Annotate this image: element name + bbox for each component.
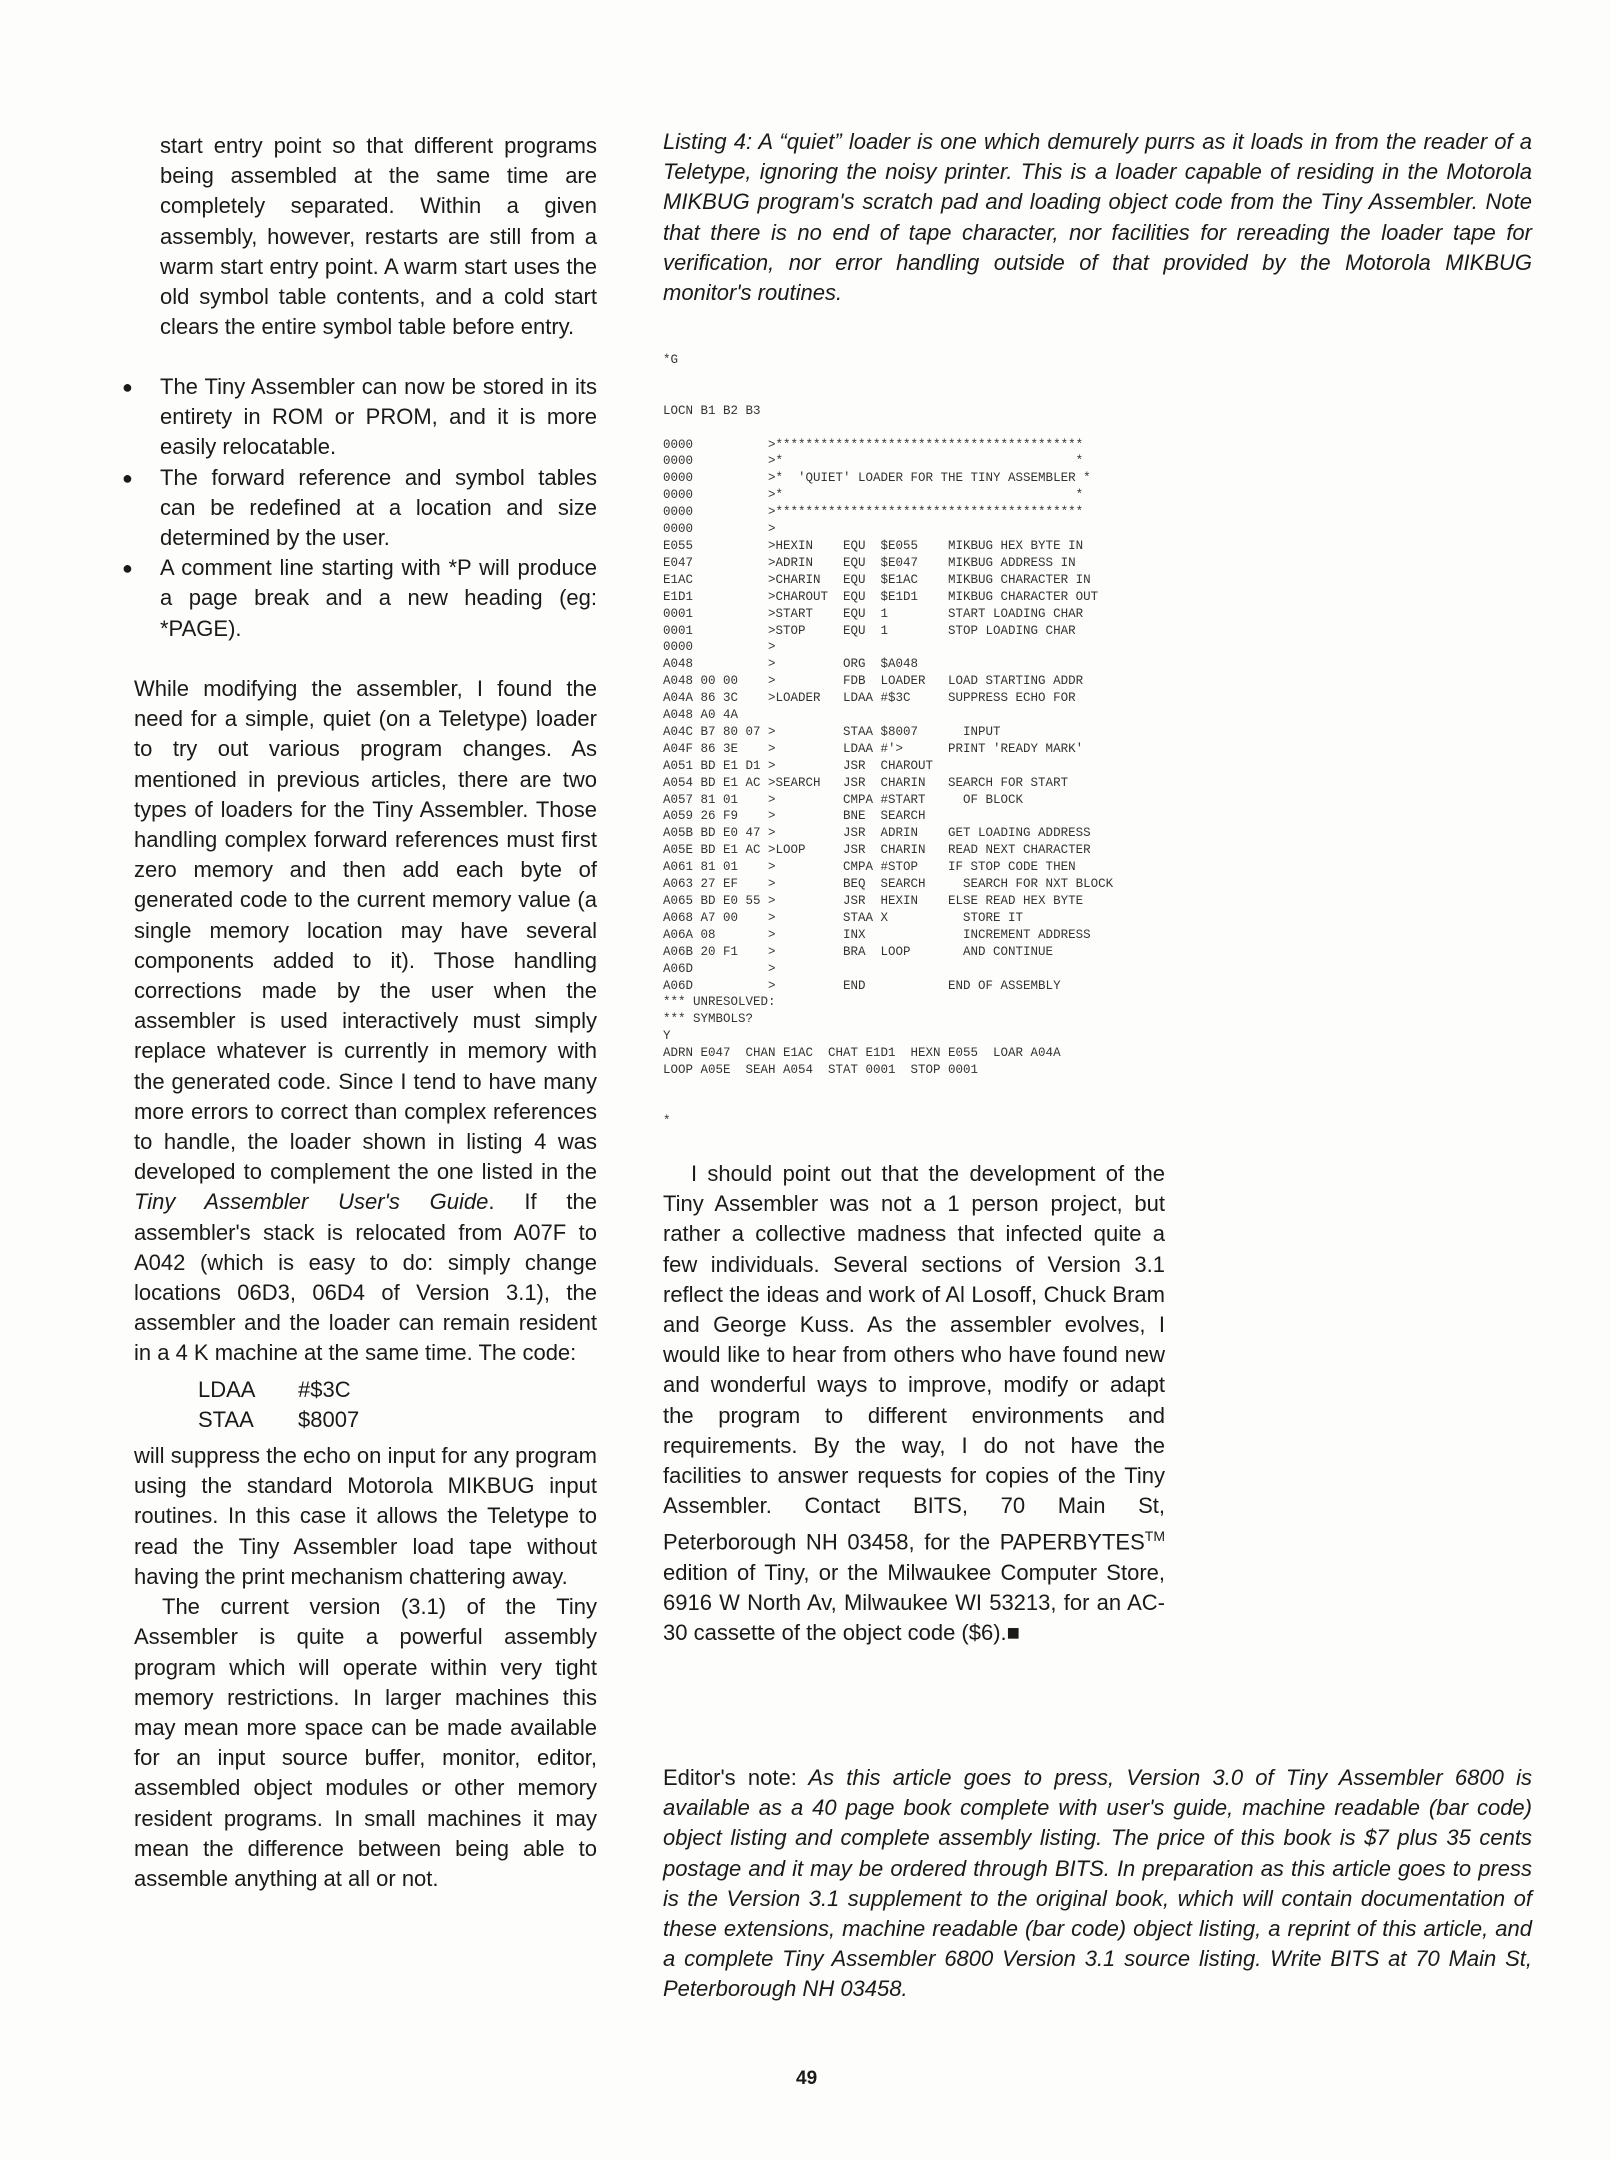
editors-note: Editor's note: As this article goes to press, Version 3.0 of Tiny Assembler 6800 is available as a 40 page book complete with user's guide, machine readable (bar code) object listing and complete assembly listing. The price of this book is $7 plus 35 cents postage and it may be ordered through BITS. In preparation as this article goes to press is the Version 3.1 supplement to the original book, which will contain documentation of these extensions, machine readable (bar code) object listing, a reprint of this article, and a complete Tiny Assembler 6800 Version 3.1 source listing. Write BITS at 70 Main St, Peterborough NH 03458. <box>663 1765 1532 2002</box>
bullet-item: ● The forward reference and symbol tables can be redefined at a location and size determined by the user. <box>122 463 597 554</box>
assembly-listing: *G LOCN B1 B2 B3 0000 >***************************************** 0000 >* * 0000 >* 'QUIET' LOADER FOR THE TINY ASSEMBLER * 0000 >* * 0000 >***************************************** 0000 > E055 >HEXIN EQU $E055 MIKBUG HEX BYTE IN E047 >ADRIN EQU $E047 MIKBUG ADDRESS IN E1AC >CHARIN EQU $E1AC MIKBUG CHARACTER IN E1D1 >CHAROUT EQU $E1D1 MIKBUG CHARACTER OUT 0001 >START EQU 1 START LOADING CHAR 0001 >STOP EQU 1 STOP LOADING CHAR 0000 > A048 > ORG $A048 A048 00 00 > FDB LOADER LOAD STARTING ADDR A04A 86 3C >LOADER LDAA #$3C SUPPRESS ECHO FOR A048 A0 4A A04C B7 80 07 > STAA $8007 INPUT A04F 86 3E > LDAA #'> PRINT 'READY MARK' A051 BD E1 D1 > JSR CHAROUT A054 BD E1 AC >SEARCH JSR CHARIN SEARCH FOR START A057 81 01 > CMPA #START OF BLOCK A059 26 F9 > BNE SEARCH A05B BD E0 47 > JSR ADRIN GET LOADING ADDRESS A05E BD E1 AC >LOOP JSR CHARIN READ NEXT CHARACTER A061 81 01 > CMPA #STOP IF STOP CODE THEN A063 27 EF > BEQ SEARCH SEARCH FOR NXT BLOCK A065 BD E0 55 > JSR HEXIN ELSE READ HEX BYTE A068 A7 00 > STAA X STORE IT A06A 08 > INX INCREMENT ADDRESS A06B 20 F1 > BRA LOOP AND CONTINUE A06D > A06D > END END OF ASSEMBLY *** UNRESOLVED: *** SYMBOLS? Y ADRN E047 CHAN E1AC CHAT E1D1 HEXN E055 LOAR A04A LOOP A05E SEAH A054 STAT 0001 STOP 0001 * <box>663 353 1114 1128</box>
version-paragraph: The current version (3.1) of the Tiny Assembler is quite a powerful assembly program which will operate within very tight memory restrictions. In larger machines this may mean more space can be made available for an input source buffer, monitor, editor, assembled object modules or other memory resident programs. In small machines it may mean the difference between being able to assemble anything at all or not. <box>134 1594 597 1891</box>
loader-paragraph: While modifying the assembler, I found the need for a simple, quiet (on a Teletype) loader to try out various program changes. As mentioned in previous articles, there are two types of loaders for the Tiny Assembler. Those handling complex forward references must first zero memory and then add each byte of generated code to the current memory value (a single memory location may have several components added to it). Those handling corrections made by the user when the assembler is used interactively must simply replace whatever is currently in memory with the generated code. Since I tend to have many more errors to correct than complex references to handle, the loader shown in listing 4 was developed to complement the one listed in the Tiny Assembler User's Guide. If the assembler's stack is relocated from A07F to A042 (which is easy to do: simply change locations 06D3, 06D4 of Version 3.1), the assembler and the loader can remain resident in a 4 K machine at the same time. The code: <box>134 676 597 1366</box>
bullet-item: ● A comment line starting with *P will produce a page break and a new heading (eg: *PAGE). <box>122 553 597 644</box>
left-body <box>134 674 597 1894</box>
closing-paragraph: I should point out that the development of the Tiny Assembler was not a 1 person project, but rather a collective madness that infected quite a few individuals. Several sections of Version 3.1 reflect the ideas and work of Al Losoff, Chuck Bram and George Kuss. As the assembler evolves, I would like to hear from others who have found new and wonderful ways to improve, modify or adapt the program to different environments and requirements. By the way, I do not have the facilities to answer requests for copies of the Tiny Assembler. Contact BITS, 70 Main St, Peterborough NH 03458, for the PAPERBYTES™ edition of Tiny, or the Milwaukee Computer Store, 6916 W North Av, Milwaukee WI 53213, for an AC-30 cassette of the object code ($6).■ <box>663 1161 1165 1646</box>
feature-bullets <box>122 372 597 644</box>
code-snippet: LDAA #$3C STAA $8007 <box>198 1376 360 1432</box>
suppress-paragraph: will suppress the echo on input for any program using the standard Motorola MIKBUG input routines. In this case it allows the Teletype to read the Tiny Assembler load tape without having the print mechanism chattering away. <box>134 1443 597 1589</box>
listing-caption: Listing 4: A “quiet” loader is one which demurely purrs as it loads in from the reader of a Teletype, ignoring the noisy printer. This is a loader capable of residing in the Motorola MIKBUG program's scratch pad and loading object code from the Tiny Assembler. Note that there is no end of tape character, nor facilities for rereading the loader tape for verification, nor error handling outside of that provided by the Motorola MIKBUG monitor's routines. <box>663 129 1532 306</box>
bullet-item: ● The Tiny Assembler can now be stored in its entirety in ROM or PROM, and it is more easily relocatable. <box>122 372 597 463</box>
intro-paragraph: start entry point so that different programs being assembled at the same time are completely separated. Within a given assembly, however, restarts are still from a warm start entry point. A warm start uses the old symbol table contents, and a cold start clears the entire symbol table before entry. <box>160 133 597 340</box>
page-number: 49 <box>796 2068 818 2089</box>
